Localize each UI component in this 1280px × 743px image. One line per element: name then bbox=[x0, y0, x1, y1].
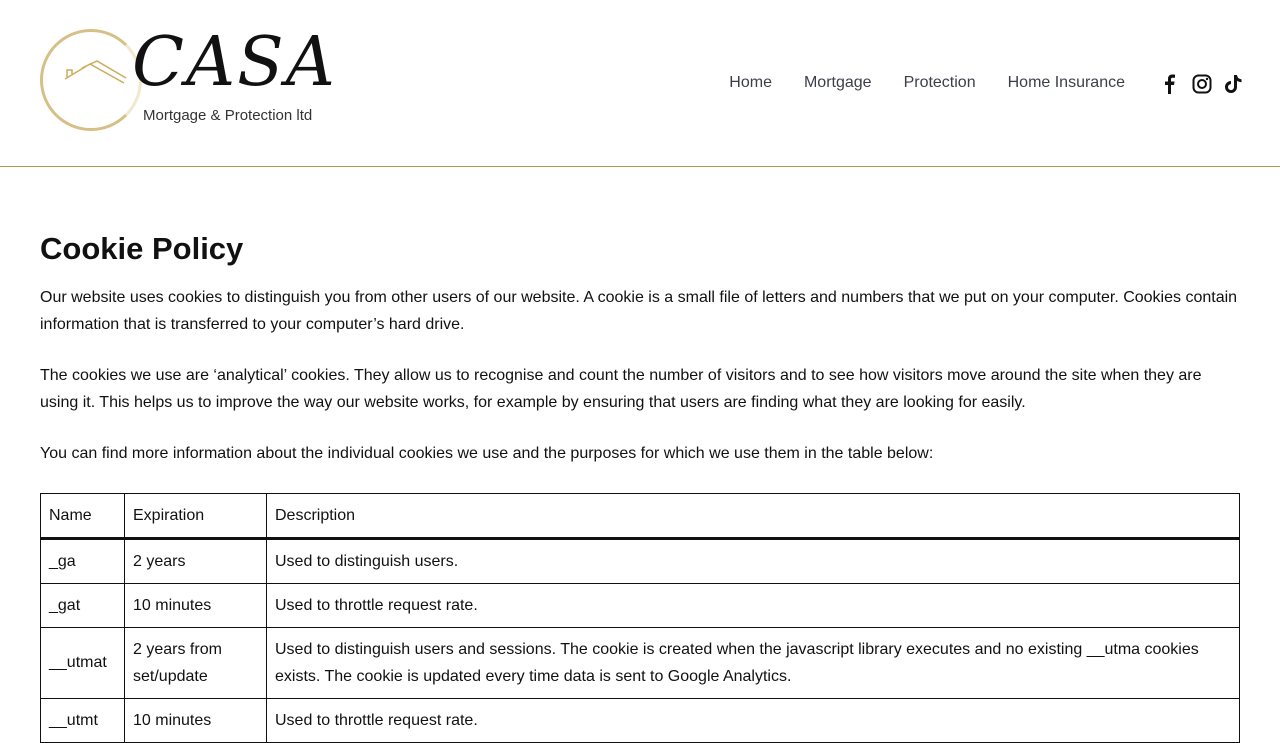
social-links bbox=[1160, 74, 1244, 94]
instagram-icon[interactable] bbox=[1192, 74, 1212, 94]
nav-mortgage[interactable]: Mortgage bbox=[803, 74, 872, 91]
header-name: Name bbox=[41, 493, 125, 538]
cookie-name: __utmat bbox=[41, 627, 125, 698]
cookie-description: Used to throttle request rate. bbox=[267, 583, 1240, 627]
header-expiration: Expiration bbox=[125, 493, 267, 538]
logo[interactable] bbox=[40, 23, 337, 131]
intro-paragraph: Our website uses cookies to distinguish you from other users of our website. A cookie is a small file of letters and numbers that we put on your computer. Cookies contain information that is transferred to your computer’s hard drive. bbox=[40, 289, 1238, 333]
table-header-row bbox=[41, 493, 1240, 538]
main-content bbox=[0, 231, 1280, 743]
header-description: Description bbox=[267, 493, 1240, 538]
cookie-expiration: 2 years bbox=[125, 538, 267, 583]
table-row bbox=[41, 583, 1240, 627]
cookie-expiration: 2 years from set/update bbox=[125, 627, 267, 698]
cookie-description: Used to distinguish users. bbox=[267, 538, 1240, 583]
main-nav bbox=[729, 74, 1125, 92]
cookie-expiration: 10 minutes bbox=[125, 698, 267, 742]
cookie-name: _ga bbox=[41, 538, 125, 583]
nav-protection[interactable]: Protection bbox=[903, 74, 976, 91]
table-intro-paragraph: You can find more information about the individual cookies we use and the purposes for which we use them in the table below: bbox=[40, 445, 934, 462]
page-title: Cookie Policy bbox=[40, 231, 244, 266]
cookie-description: Used to distinguish users and sessions. The cookie is created when the javascript library executes and no existing __utma cookies exists. The cookie is updated every time data is sent to Google Analytics. bbox=[267, 627, 1240, 698]
table-row bbox=[41, 627, 1240, 698]
facebook-icon[interactable] bbox=[1160, 74, 1180, 94]
cookie-expiration: 10 minutes bbox=[125, 583, 267, 627]
cookie-name: __utmt bbox=[41, 698, 125, 742]
analytics-paragraph: The cookies we use are ‘analytical’ cookies. They allow us to recognise and count the number of visitors and to see how visitors move around the site when they are using it. This helps us to improve the way our website works, for example by ensuring that users are finding what they are looking for easily. bbox=[40, 367, 1202, 411]
table-row bbox=[41, 698, 1240, 742]
site-header bbox=[0, 0, 1280, 167]
logo-tagline: Mortgage & Protection ltd bbox=[143, 107, 313, 124]
cookie-table bbox=[40, 493, 1240, 743]
cookie-name: _gat bbox=[41, 583, 125, 627]
tiktok-icon[interactable] bbox=[1224, 74, 1244, 94]
cookie-description: Used to throttle request rate. bbox=[267, 698, 1240, 742]
nav-home-insurance[interactable]: Home Insurance bbox=[1007, 74, 1125, 91]
nav-home[interactable]: Home bbox=[729, 74, 772, 91]
logo-word: CASA bbox=[132, 23, 337, 102]
table-row bbox=[41, 538, 1240, 583]
house-roof-icon bbox=[62, 59, 132, 89]
